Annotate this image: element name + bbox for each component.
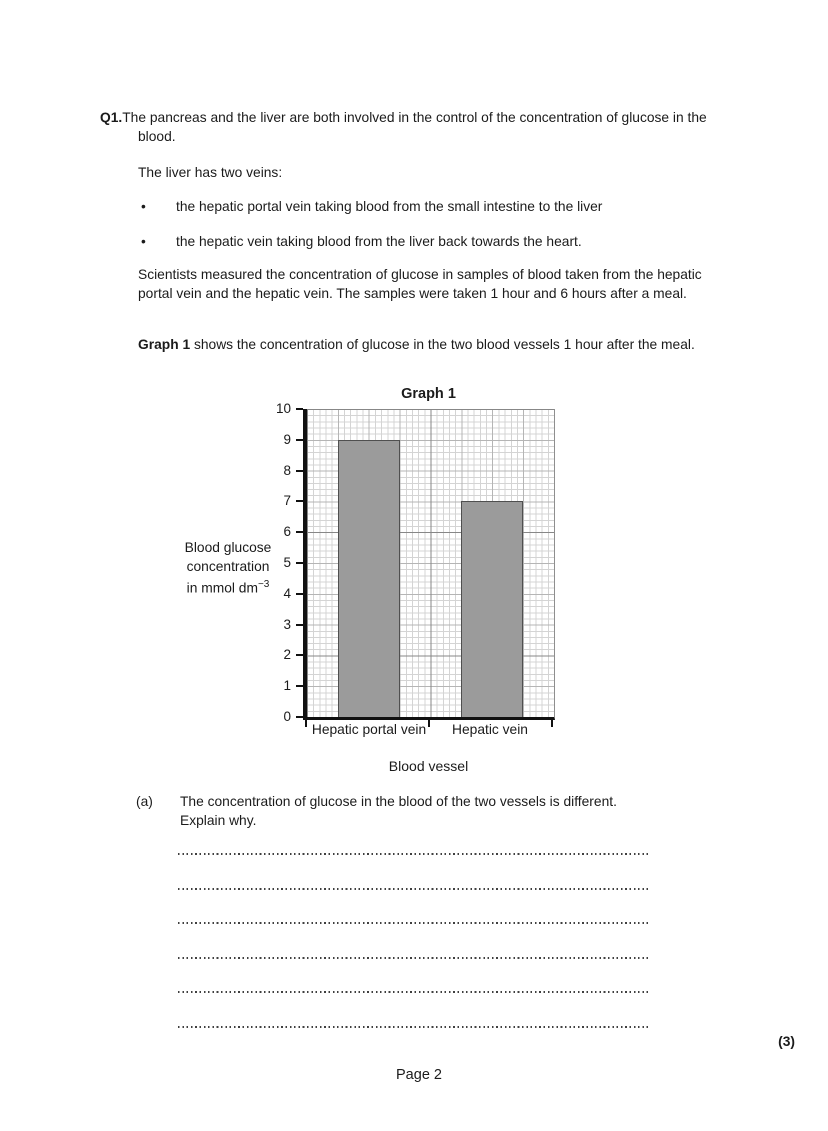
bar-hepatic-portal-vein: [338, 440, 400, 717]
y-tick-mark: [296, 624, 303, 626]
bar-hepatic-vein: [461, 501, 523, 717]
y-tick-mark: [296, 500, 303, 502]
answer-line: [178, 922, 648, 924]
answer-line: [178, 957, 648, 959]
answer-line: [178, 1026, 648, 1028]
y-axis-ticks: [259, 401, 303, 724]
x-category-hepatic-portal-vein: Hepatic portal vein: [311, 722, 427, 737]
x-axis-title: Blood vessel: [388, 758, 469, 774]
y-tick-mark: [296, 593, 303, 595]
answer-line: [178, 991, 648, 993]
answer-line: [178, 888, 648, 890]
part-a-question-line1: The concentration of glucose in the blood of the two vessels is different.: [180, 794, 617, 809]
answer-line: [178, 853, 648, 855]
y-tick-mark: [296, 685, 303, 687]
bullet-item-hepatic-vein: the hepatic vein taking blood from the liver back towards the heart.: [176, 234, 582, 249]
x-category-hepatic-vein: Hepatic vein: [452, 722, 528, 737]
y-tick-mark: [296, 654, 303, 656]
part-a-question: [180, 792, 685, 830]
y-tick-label-5: 5: [283, 555, 291, 570]
y-tick-label-2: 2: [283, 647, 291, 663]
question-intro-text: The pancreas and the liver are both involved in the control of the concentration of glucose in the blood.: [122, 110, 707, 144]
y-tick-label-6: 6: [283, 524, 291, 540]
y-tick-label-10: 10: [275, 401, 291, 416]
part-a-question-line2: Explain why.: [180, 813, 257, 828]
part-a-label: (a): [136, 794, 153, 809]
question-number: Q1.: [100, 110, 123, 125]
y-tick-mark: [296, 531, 303, 533]
y-tick-mark: [296, 716, 303, 718]
scientists-paragraph: Scientists measured the concentration of glucose in samples of blood taken from the hepatic portal vein and the hepatic vein. The samples were taken 1 hour and 6 hours after a meal.: [138, 267, 702, 301]
y-tick-label-7: 7: [283, 493, 291, 509]
y-axis-label-line3: in mmol dm: [186, 580, 258, 596]
graph-intro-rest: shows the concentration of glucose in the two blood vessels 1 hour after the meal.: [190, 337, 695, 352]
y-tick-label-3: 3: [283, 616, 291, 632]
bullet-icon: •: [141, 199, 146, 214]
answer-lines: [178, 853, 648, 1060]
marks-badge: (3): [778, 1034, 795, 1049]
veins-intro: The liver has two veins:: [138, 165, 283, 180]
x-tick-mark: [551, 720, 553, 727]
y-axis-label-line2: concentration: [186, 558, 270, 574]
x-tick-mark: [305, 720, 307, 727]
y-tick-mark: [296, 562, 303, 564]
y-tick-label-4: 4: [283, 585, 291, 601]
question-intro: [100, 108, 720, 146]
y-axis-label-exponent: −3: [257, 579, 270, 590]
chart-plot-area: [303, 409, 555, 720]
bullet-icon: •: [141, 234, 146, 249]
y-tick-label-1: 1: [283, 678, 291, 694]
y-tick-label-9: 9: [283, 431, 291, 447]
graph-intro-paragraph: [138, 335, 716, 354]
x-tick-mark: [428, 720, 430, 727]
y-tick-label-0: 0: [283, 709, 291, 724]
y-tick-label-8: 8: [283, 462, 291, 478]
chart-title: Graph 1: [401, 386, 456, 402]
y-tick-mark: [296, 470, 303, 472]
graph-intro-bold: Graph 1: [138, 337, 191, 352]
bullet-item-hepatic-portal-vein: the hepatic portal vein taking blood from the small intestine to the liver: [176, 199, 603, 214]
y-axis-label-line1: Blood glucose: [184, 540, 272, 555]
y-tick-mark: [296, 408, 303, 410]
y-tick-mark: [296, 439, 303, 441]
page-number: Page 2: [396, 1067, 442, 1083]
